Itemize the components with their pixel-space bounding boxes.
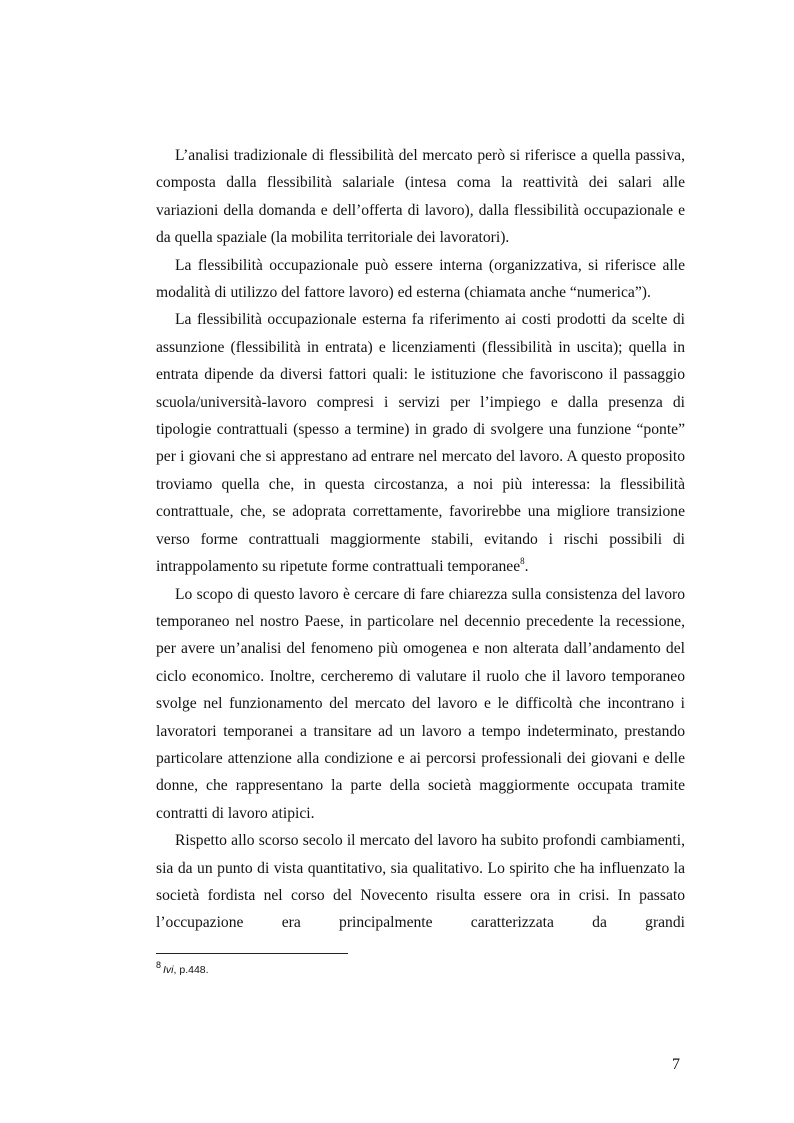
footnote-reference: 8	[520, 556, 525, 567]
paragraph-text: Lo scopo di questo lavoro è cercare di fare chiarezza sulla consistenza del lavoro temporaneo nel nostro Paese, in particolare nel decennio precedente la recessione, per avere un’analisi del fenomeno più omogenea e non alterata dall’andamento del ciclo economico. Inoltre, cercheremo di valutare il ruolo che il lavoro temporaneo svolge nel funzionamento del mercato del lavoro e le difficoltà che incontrano i lavoratori temporanei a transitare ad un lavoro a tempo indeterminato, prestando particolare attenzione alla condizione e ai percorsi professionali dei giovani e delle donne, che rappresentano la parte della società maggiormente occupata tramite contratti di lavoro atipici.	[156, 585, 685, 822]
body-text	[156, 142, 685, 937]
page-number: 7	[672, 1056, 680, 1073]
paragraph-text: Rispetto allo scorso secolo il mercato del lavoro ha subito profondi cambiamenti, sia da un punto di vista quantitativo, sia qualitativo. Lo spirito che ha influenzato la società fordista nel corso del Novecento risulta essere ora in crisi. In passato l’occupazione era principalmente caratterizzata da grandi	[156, 832, 685, 932]
footnote-ivi: Ivi	[163, 964, 174, 976]
paragraph-text: La flessibilità occupazionale può essere interna (organizzativa, si riferisce alle modalità di utilizzo del fattore lavoro) ed esterna (chiamata anche “numerica”).	[156, 256, 685, 302]
paragraph-external-flexibility	[156, 306, 685, 580]
paragraph-text: La flessibilità occupazionale esterna fa riferimento ai costi prodotti da scelte di assunzione (flessibilità in entrata) e licenziamenti (flessibilità in uscita); quella in entrata dipende da diversi fattori quali: le istituzione che favoriscono il passaggio scuola/università-lavoro compresi i servizi per l’impiego e dalla presenza di tipologie contrattuali (spesso a termine) in grado di svolgere una funzione “ponte” per i giovani che si apprestano ad entrare nel mercato del lavoro. A questo proposito troviamo quella che, in questa circostanza, a noi più interessa: la flessibilità contrattuale, che, se adoprata correttamente, favorirebbe una migliore transizione verso forme contrattuali maggiormente stabili, evitando i rischi possibili di intrappolamento su ripetute forme contrattuali temporanee	[156, 311, 685, 576]
footnote-separator	[156, 953, 348, 954]
footnote	[156, 958, 209, 977]
paragraph-labor-market-changes	[156, 827, 685, 937]
paragraph-work-scope	[156, 581, 685, 828]
footnote-number: 8	[156, 960, 162, 970]
footnote-text: , p.448.	[173, 964, 209, 976]
paragraph-end-punctuation: .	[524, 558, 529, 576]
paragraph-occupational-flexibility	[156, 252, 685, 307]
paragraph-text: L’analisi tradizionale di flessibilità del mercato però si riferisce a quella passiva, composta dalla flessibilità salariale (intesa coma la reattività dei salari alle variazioni della domanda e dell’offerta di lavoro), dalla flessibilità occupazionale e da quella spaziale (la mobilita territoriale dei lavoratori).	[156, 147, 685, 247]
paragraph-passive-flexibility	[156, 142, 685, 252]
